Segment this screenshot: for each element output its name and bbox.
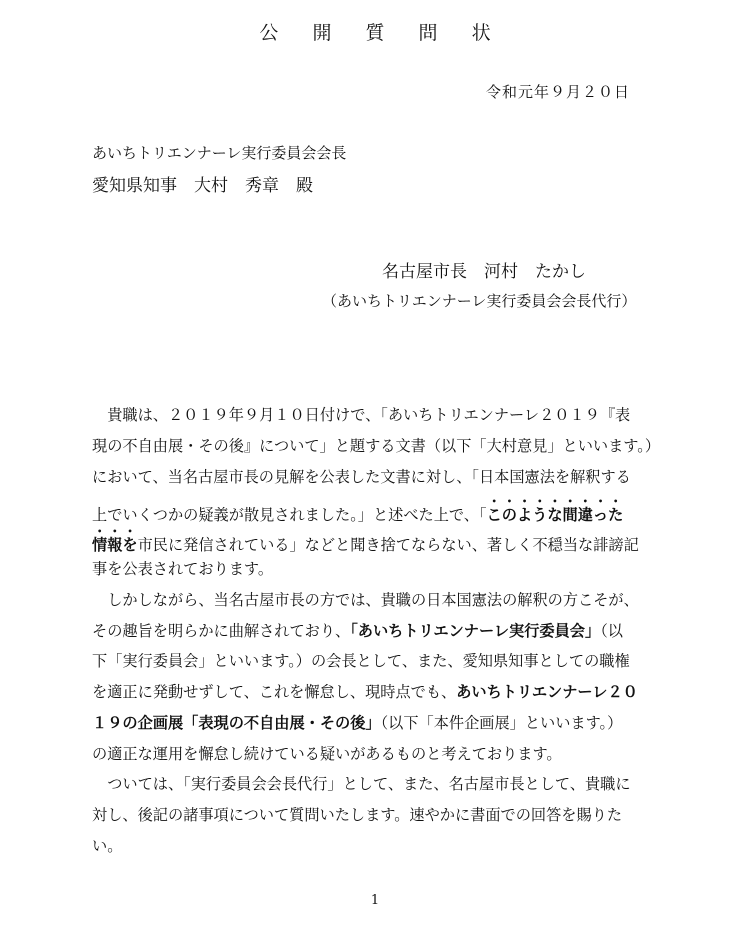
sender-role: （あいちトリエンナーレ実行委員会会長代行） xyxy=(322,292,637,310)
body-line xyxy=(92,620,623,641)
body-text: 市民に発信されている」などと聞き捨てならない、著しく不穏当な誹謗記 xyxy=(137,536,639,554)
page-number: 1 xyxy=(370,893,380,908)
sender-name: 名古屋市長 河村 たかし xyxy=(382,262,586,282)
body-line: において、当名古屋市長の見解を公表した文書に対し、「日本国憲法を解釈する xyxy=(92,468,631,486)
body-line: の適正な運用を懈怠し続けている疑いがあるものと考えております。 xyxy=(92,745,562,763)
bold-text: １９の企画展「表現の不自由展・その後」 xyxy=(92,714,381,732)
bold-text: あいちトリエンナーレ２０ xyxy=(456,683,638,701)
emphasized-quote: このような間違った xyxy=(486,506,624,524)
body-text: 上でいくつかの疑義が散見されました。」と述べた上で、「 xyxy=(92,506,487,524)
body-line: い。 xyxy=(92,837,123,855)
body-text: を適正に発動せずして、これを懈怠し、現時点でも、 xyxy=(92,683,457,701)
emphasized-quote: 情報を xyxy=(92,536,138,554)
document-date: 令和元年９月２０日 xyxy=(485,83,630,101)
body-text: （以下「本件企画展」といいます。） xyxy=(380,714,623,732)
body-line xyxy=(92,712,622,733)
body-line: しかしながら、当名古屋市長の方では、貴職の日本国憲法の解釈の方こそが、 xyxy=(92,591,639,609)
bold-text: 「あいちトリエンナーレ実行委員会」 xyxy=(350,622,601,640)
body-line xyxy=(92,527,639,555)
body-line xyxy=(92,681,638,702)
body-line xyxy=(92,497,623,525)
body-line: 下「実行委員会」といいます。）の会長として、また、愛知県知事としての職権 xyxy=(92,652,630,670)
body-text: （以 xyxy=(600,622,623,640)
body-line: 対し、後記の諸事項について質問いたします。速やかに書面での回答を賜りた xyxy=(92,806,623,824)
addressee-name: 愛知県知事 大村 秀章 殿 xyxy=(92,176,313,196)
body-text: その趣旨を明らかに曲解されており、 xyxy=(92,622,351,640)
body-line: 事を公表されております。 xyxy=(92,560,274,578)
addressee-organization: あいちトリエンナーレ実行委員会会長 xyxy=(92,144,347,162)
document-title: 公 開 質 問 状 xyxy=(259,22,505,44)
body-line: 貴職は、２０１９年９月１０日付けで、「あいちトリエンナーレ２０１９『表 xyxy=(92,406,631,424)
body-line: 現の不自由展・その後』について」と題する文書（以下「大村意見」といいます。） xyxy=(92,437,661,455)
body-line: ついては、「実行委員会会長代行」として、また、名古屋市長として、貴職に xyxy=(92,775,631,793)
